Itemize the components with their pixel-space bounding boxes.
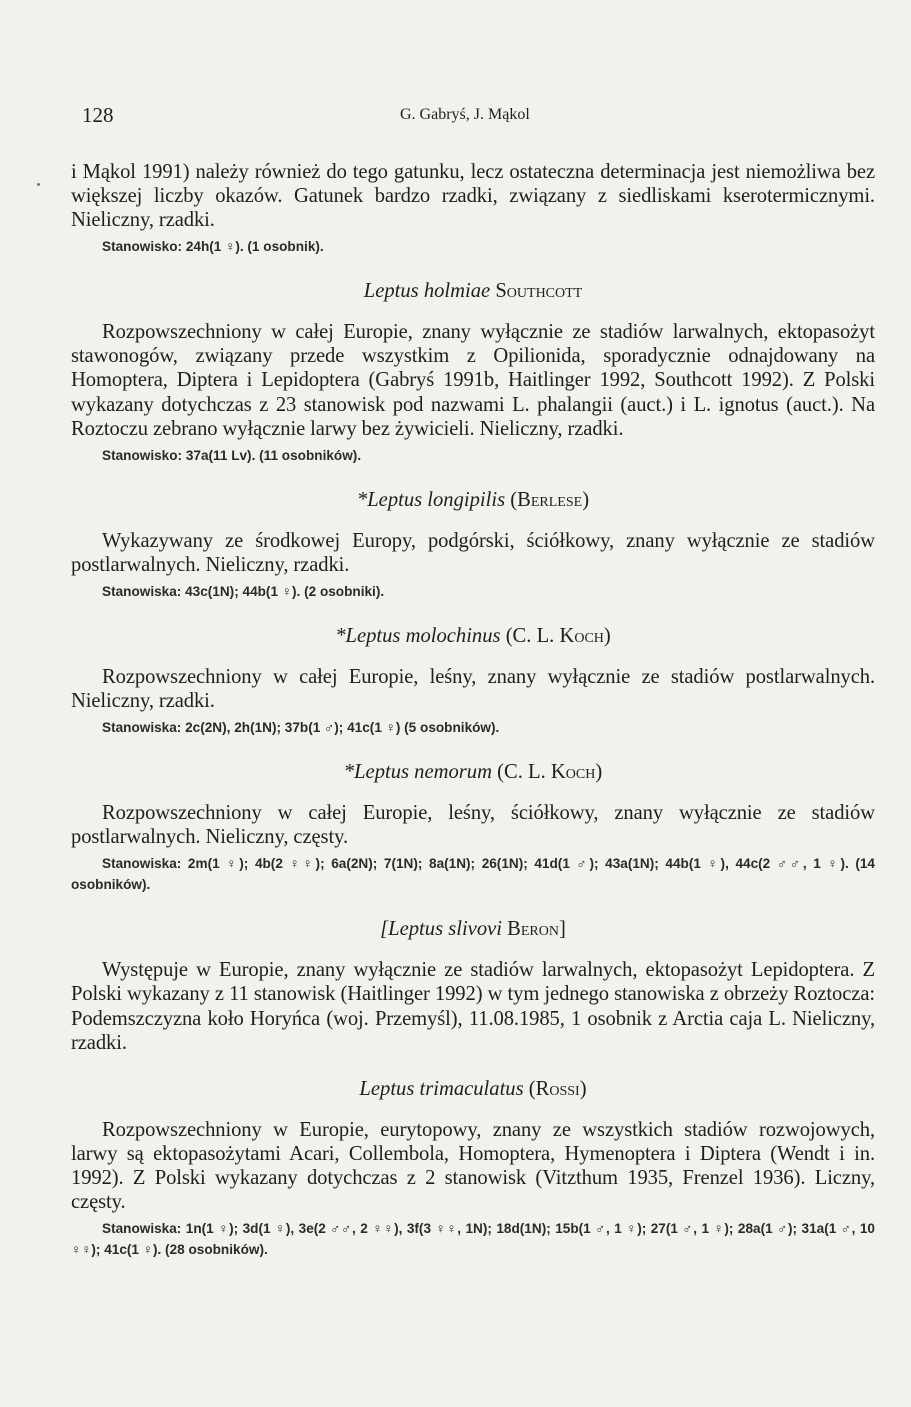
species-sites: Stanowiska: 1n(1 ♀); 3d(1 ♀), 3e(2 ♂♂, 2 ♀♀), 3f(3 ♀♀, 1N); 18d(1N); 15b(1 ♂, 1 ♀); 27(1 ♂, 1 ♀); 28a(1 ♂); 31a(1 ♂, 10 ♀♀); 41c(1 ♀). (28 osobników). <box>71 1221 875 1258</box>
intro-sites: Stanowisko: 24h(1 ♀). (1 osobnik). <box>102 239 324 255</box>
species-author: Beron] <box>507 918 566 941</box>
page-content <box>71 160 875 1260</box>
species-title <box>71 488 875 512</box>
species-entry <box>71 1077 875 1260</box>
page-header <box>82 103 871 129</box>
species-author: (Rossi) <box>528 1077 587 1100</box>
species-sites: Stanowiska: 2m(1 ♀); 4b(2 ♀♀); 6a(2N); 7(1N); 8a(1N); 26(1N); 41d(1 ♂); 43a(1N); 44b(1 ♀), 44c(2 ♂♂, 1 ♀). (14 osobników). <box>71 856 875 893</box>
species-name: Leptus holmiae <box>363 280 491 303</box>
species-title <box>71 624 875 648</box>
species-description: Rozpowszechniony w całej Europie, leśny, znany wyłącznie ze stadiów postlarwalnych. Nieliczny, rzadki. <box>71 665 875 713</box>
species-name: [Leptus slivovi <box>380 918 502 941</box>
species-entry <box>71 760 875 895</box>
species-author: (C. L. Koch) <box>497 761 603 784</box>
species-author: (C. L. Koch) <box>505 624 611 647</box>
species-description: Występuje w Europie, znany wyłącznie ze stadiów larwalnych, ektopasożyt Lepidoptera. Z Polski wykazany z 11 stanowisk (Haitlinger 1992) w tym jednego stanowiska z obrzeży Roztocza: Podemszczyzna koło Horyńca (woj. Przemyśl), 11.08.1985, 1 osobnik z Arctia caja L. Nieliczny, rzadki. <box>71 959 875 1054</box>
species-title <box>71 279 875 303</box>
intro-paragraph: i Mąkol 1991) należy również do tego gatunku, lecz ostateczna determinacja jest niemożliwa bez większej liczby okazów. Gatunek bardzo rzadki, związany z siedliskami kserotermicznymi. Nieliczny, rzadki. <box>71 161 875 232</box>
species-entry <box>71 279 875 465</box>
species-description: Rozpowszechniony w całej Europie, znany wyłącznie ze stadiów larwalnych, ektopasożyt stawonogów, związany przede wszystkim z Opilionida, sporadycznie odnajdowany na Homoptera, Diptera i Lepidoptera (Gabryś 1991b, Haitlinger 1992, Southcott 1992). Z Polski wykazany dotychczas z 23 stanowisk pod nazwami L. phalangii (auct.) i L. ignotus (auct.). Na Roztoczu zebrano wyłącznie larwy bez żywicieli. Nieliczny, rzadki. <box>71 321 875 440</box>
species-sites: Stanowiska: 2c(2N), 2h(1N); 37b(1 ♂); 41c(1 ♀) (5 osobników). <box>102 720 500 736</box>
species-description: Wykazywany ze środkowej Europy, podgórski, ściółkowy, znany wyłącznie ze stadiów postlarwalnych. Nieliczny, rzadki. <box>71 529 875 576</box>
species-author: Southcott <box>495 280 583 303</box>
species-name: *Leptus nemorum <box>343 761 492 784</box>
species-sites: Stanowiska: 43c(1N); 44b(1 ♀). (2 osobniki). <box>102 583 385 599</box>
scan-speck <box>37 183 40 186</box>
species-title <box>71 760 875 784</box>
species-entry <box>71 624 875 738</box>
species-sites: Stanowisko: 37a(11 Lv). (11 osobników). <box>102 447 362 463</box>
species-name: *Leptus molochinus <box>335 624 501 647</box>
species-description: Rozpowszechniony w Europie, eurytopowy, znany ze wszystkich stadiów rozwojowych, larwy są ektopasożytami Acari, Collembola, Homoptera, Hymenoptera i Diptera (Wendt i in. 1992). Z Polski wykazany dotychczas z 2 stanowisk (Vitzthum 1935, Frenzel 1936). Liczny, częsty. <box>71 1118 875 1213</box>
species-title <box>71 1077 875 1101</box>
species-author: (Berlese) <box>510 488 590 511</box>
species-entry <box>71 488 875 602</box>
species-title <box>71 917 875 941</box>
page-number: 128 <box>82 103 114 127</box>
species-name: Leptus trimaculatus <box>359 1077 524 1100</box>
species-description: Rozpowszechniony w całej Europie, leśny, ściółkowy, znany wyłącznie ze stadiów postlarwalnych. Nieliczny, częsty. <box>71 802 875 849</box>
species-entry <box>71 917 875 1054</box>
running-head: G. Gabryś, J. Mąkol <box>400 106 530 123</box>
species-name: *Leptus longipilis <box>356 488 506 511</box>
